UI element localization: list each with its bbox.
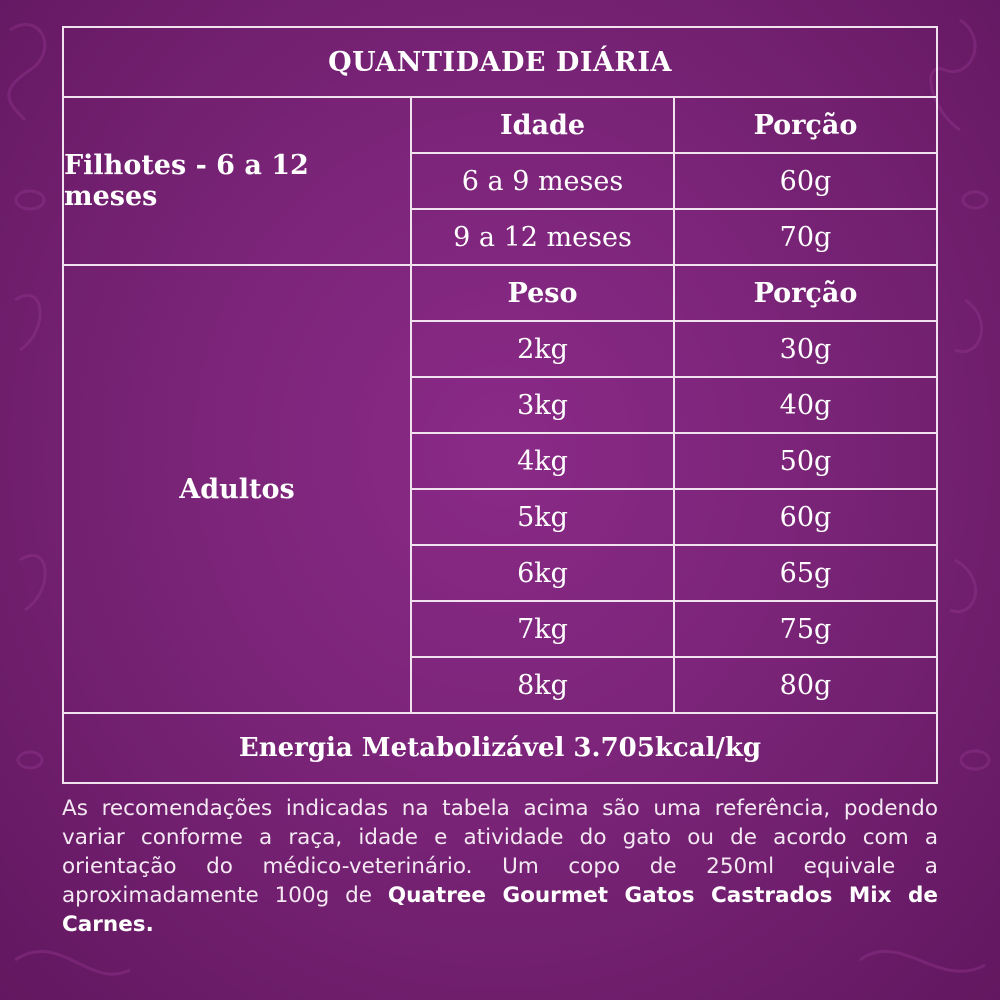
adults-header-row <box>412 266 936 322</box>
portion-cell: 65g <box>673 546 936 600</box>
column-header-portion: Porção <box>673 98 936 152</box>
table-row <box>412 322 936 378</box>
age-cell: 9 a 12 meses <box>453 221 632 253</box>
feeding-table <box>62 26 938 784</box>
table-row <box>412 546 936 602</box>
table-row <box>412 434 936 490</box>
column-header-portion: Porção <box>673 266 936 320</box>
puppies-section <box>64 98 936 266</box>
recommendation-note <box>62 794 938 939</box>
table-row <box>412 602 936 658</box>
weight-cell: 2kg <box>517 333 568 365</box>
table-row <box>412 210 936 264</box>
portion-cell: 60g <box>673 490 936 544</box>
column-header-age: Idade <box>499 109 586 141</box>
age-cell: 6 a 9 meses <box>461 165 624 197</box>
portion-cell: 60g <box>673 154 936 208</box>
weight-cell: 5kg <box>517 501 568 533</box>
table-title: QUANTIDADE DIÁRIA <box>64 28 936 98</box>
note-text: As recomendações indicadas na tabela acima são uma referência, podendo variar conforme a raça, idade e atividade do gato ou de acordo com a orientação do médico-veterinário. Um copo de 250ml equivale a aproximadamente 100g de <box>62 796 938 908</box>
portion-cell: 80g <box>673 658 936 712</box>
portion-cell: 40g <box>673 378 936 432</box>
table-row <box>412 658 936 712</box>
adults-label: Adultos <box>64 266 412 712</box>
metabolizable-energy: Energia Metabolizável 3.705kcal/kg <box>238 733 762 763</box>
product-name: Quatree Gourmet Gatos Castrados Mix de Carnes. <box>62 883 938 937</box>
portion-cell: 30g <box>673 322 936 376</box>
table-row <box>412 378 936 434</box>
puppies-label: Filhotes - 6 a 12 meses <box>64 98 412 264</box>
table-row <box>412 154 936 210</box>
weight-cell: 4kg <box>517 445 568 477</box>
weight-cell: 7kg <box>517 613 568 645</box>
portion-cell: 50g <box>673 434 936 488</box>
table-row <box>412 490 936 546</box>
adults-section <box>64 266 936 714</box>
puppies-header-row <box>412 98 936 154</box>
column-header-weight: Peso <box>507 277 578 309</box>
weight-cell: 3kg <box>517 389 568 421</box>
weight-cell: 8kg <box>517 669 568 701</box>
portion-cell: 75g <box>673 602 936 656</box>
portion-cell: 70g <box>673 210 936 264</box>
weight-cell: 6kg <box>517 557 568 589</box>
